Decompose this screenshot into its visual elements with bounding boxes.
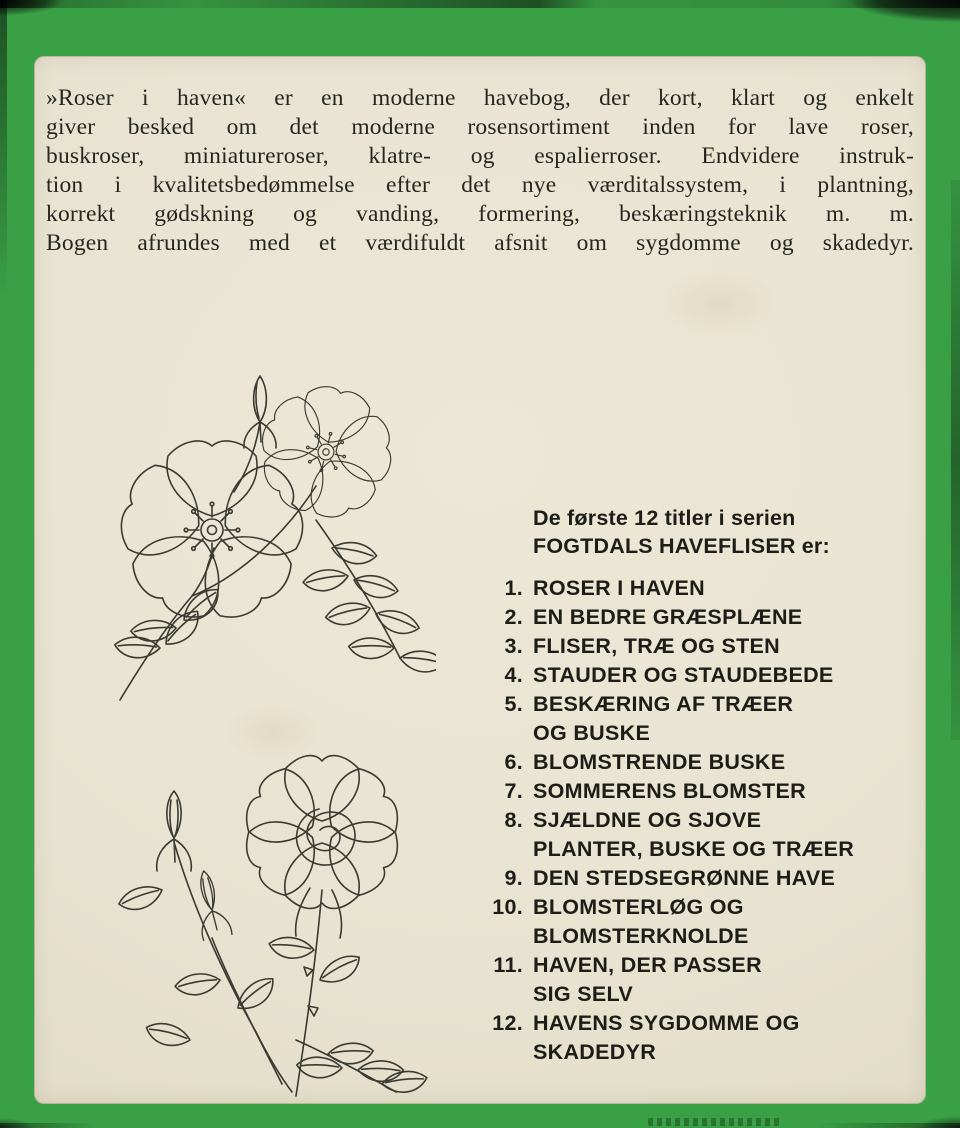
cover-wear-top-right-corner [810,0,960,30]
rose-line-art-bottom [70,740,448,1100]
paragraph-line: »Roser i haven« er en moderne havebog, der kort, klart og enkelt [46,85,914,111]
series-item-number: 1. [504,576,523,600]
series-item-line: PLANTER, BUSKE OG TRÆER [533,837,855,861]
series-list-item [486,864,924,893]
cover-wear-bottom-edge [0,1123,960,1128]
series-item-line: SOMMERENS BLOMSTER [533,779,806,803]
series-item-number: 12. [492,1011,523,1035]
series-item-title [533,661,924,690]
series-item-number: 7. [504,779,523,803]
series-item-title [533,574,924,603]
series-heading [486,504,924,560]
cover-wear-top-left-corner [0,0,90,22]
series-item-line: SJÆLDNE OG SJOVE [533,808,762,832]
paragraph-line: Bogen afrundes med et værdifuldt afsnit om sygdomme og skadedyr. [46,230,914,256]
series-item-title [533,777,924,806]
series-item-number: 4. [504,663,523,687]
series-block [486,504,924,1067]
series-heading-line2: FOGTDALS HAVEFLISER er: [533,534,830,558]
series-item-number: 11. [493,953,523,977]
series-item-line: HAVENS SYGDOMME OG [533,1011,800,1035]
series-list-item [486,603,924,632]
series-list-item [486,574,924,603]
series-item-line: HAVEN, DER PASSER [533,953,762,977]
series-list-item [486,806,924,864]
cover-wear-bottom-left-corner [0,1114,46,1128]
rose-line-art-top [64,352,436,704]
series-item-number: 10. [492,895,523,919]
series-item-line: BLOMSTERKNOLDE [533,924,749,948]
series-item-title [533,748,924,777]
paragraph-line: giver besked om det moderne rosensortiment inden for lave roser, [46,114,914,140]
cover-wear-bottom-right-corner [900,1112,960,1128]
paragraph-line: buskroser, miniatureroser, klatre- og espalierroser. Endvidere instruk- [46,143,914,169]
series-item-title [533,864,924,893]
series-list-item [486,951,924,1009]
paper-stain [634,256,804,351]
series-item-number: 2. [504,605,523,629]
series-list-item [486,748,924,777]
series-list-item [486,661,924,690]
series-item-title [533,1009,924,1067]
series-item-line: DEN STEDSEGRØNNE HAVE [533,866,836,890]
series-item-number: 6. [504,750,523,774]
series-item-line: FLISER, TRÆ OG STEN [533,634,780,658]
cream-panel [34,56,926,1104]
series-item-line: EN BEDRE GRÆSPLÆNE [533,605,803,629]
paragraph-line: korrekt gødskning og vanding, formering, beskæringsteknik m. m. [46,201,914,227]
bottom-edge-print-artifact [648,1118,780,1126]
cover-wear-left-edge [0,0,7,300]
series-heading-line1: De første 12 titler i serien [533,506,796,530]
series-item-line: SIG SELV [533,982,633,1006]
series-item-number: 5. [504,692,523,716]
series-list-item [486,1009,924,1067]
series-list [486,574,924,1067]
paragraph-line: tion i kvalitetsbedømmelse efter det nye værditalssystem, i plantning, [46,172,914,198]
series-item-line: BLOMSTRENDE BUSKE [533,750,786,774]
series-item-title [533,893,924,951]
series-item-line: OG BUSKE [533,721,651,745]
series-item-title [533,603,924,632]
series-item-title [533,806,924,864]
cover-wear-right-edge [951,180,960,740]
series-item-title [533,690,924,748]
series-item-line: STAUDER OG STAUDEBEDE [533,663,834,687]
series-item-title [533,951,924,1009]
cover-wear-top-edge [0,0,960,8]
series-item-title [533,632,924,661]
series-item-number: 3. [504,634,523,658]
rose-illustration-bottom [70,740,448,1100]
series-item-line: BESKÆRING AF TRÆER [533,692,794,716]
series-list-item [486,690,924,748]
series-item-number: 8. [504,808,523,832]
series-list-item [486,777,924,806]
cover-paragraph [46,84,914,258]
series-list-item [486,893,924,951]
rose-illustration-top [64,352,436,704]
series-item-number: 9. [504,866,523,890]
series-item-line: SKADEDYR [533,1040,657,1064]
series-item-line: ROSER I HAVEN [533,576,705,600]
series-list-item [486,632,924,661]
series-item-line: BLOMSTERLØG OG [533,895,744,919]
